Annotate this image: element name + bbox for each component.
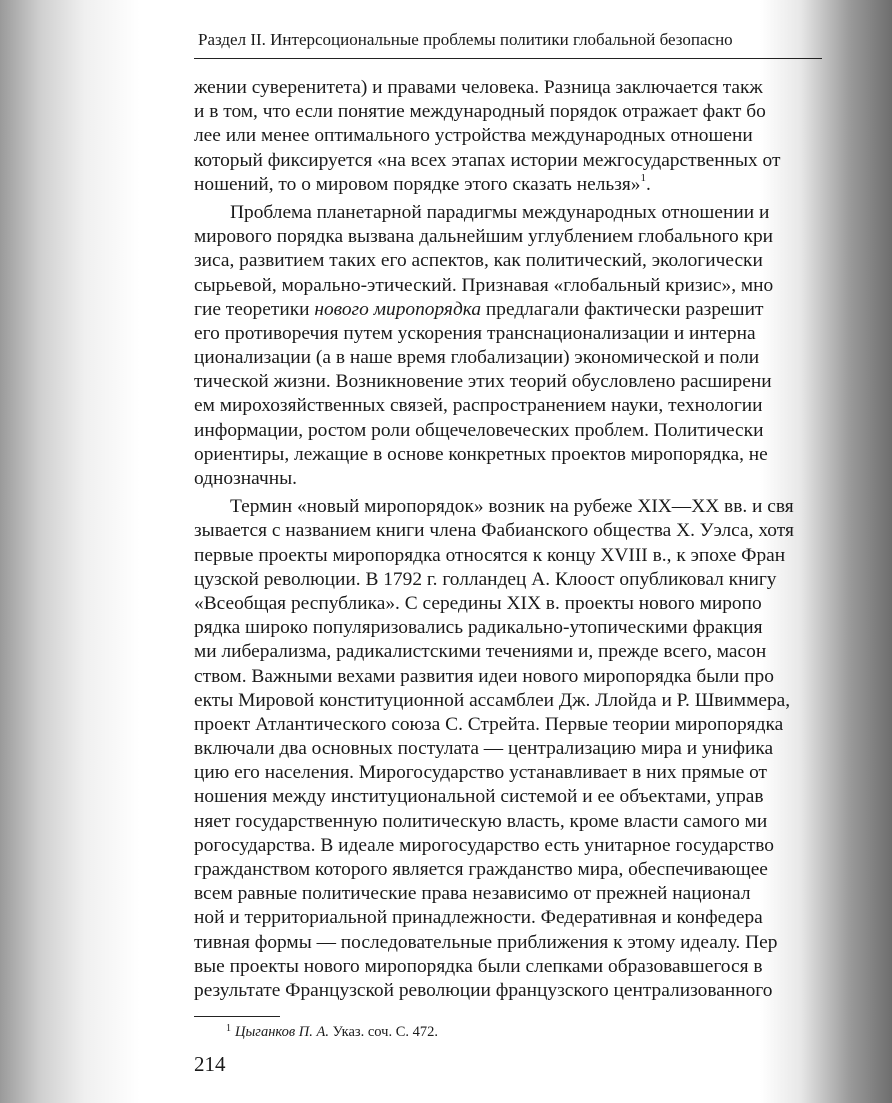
text-line: няет государственную политическую власть, кроме власти самого ми	[194, 810, 768, 832]
footnote-rule	[194, 1016, 280, 1017]
text-line: его противоречия путем ускорения транснационализации и интерна	[194, 322, 756, 344]
text-line: лее или менее оптимального устройства международных отношени	[194, 125, 753, 147]
text-line: цузской революции. В 1792 г. голландец А. Клоост опубликовал книгу	[194, 568, 777, 590]
footnote	[226, 1024, 438, 1041]
header-rule	[194, 58, 822, 59]
paragraph-3	[194, 495, 822, 1003]
text-line: проект Атлантического союза С. Стрейта. Первые теории миропорядка	[194, 713, 784, 735]
text-line: мирового порядка вызвана дальнейшим углублением глобального кри	[194, 226, 774, 248]
text-line: включали два основных постулата — централизацию мира и унифика	[194, 738, 774, 760]
text-line: ношения между институциональной системой и ее объектами, управ	[194, 786, 764, 808]
text-line: ем мирохозяйственных связей, распространением науки, технологии	[194, 395, 763, 417]
running-head: Раздел II. Интерсоциональные проблемы политики глобальной безопасно	[198, 30, 733, 49]
text-line: ционализации (а в наше время глобализации) экономической и поли	[194, 347, 760, 369]
text-line: зывается с названием книги члена Фабианского общества Х. Уэлса, хотя	[194, 520, 794, 542]
text-line: Проблема планетарной парадигмы международных отношении и	[230, 201, 770, 223]
footnote-ref: 1	[640, 172, 646, 185]
text-line: ством. Важными вехами развития идеи нового миропорядка были про	[194, 665, 774, 687]
footnote-number: 1	[226, 1023, 231, 1034]
text-line: екты Мировой конституционной ассамблеи Дж. Ллойда и Р. Швиммера,	[194, 689, 791, 711]
text-line: ми либерализма, радикалистскими течениями и, прежде всего, масон	[194, 641, 767, 663]
text-line: «Всеобщая республика». С середины XIX в. проекты нового миропо	[194, 592, 762, 614]
text-line: рядка широко популяризовались радикально-утопическими фракция	[194, 617, 763, 639]
page-number: 214	[194, 1052, 226, 1076]
text-line: первые проекты миропорядка относятся к концу XVIII в., к эпохе Фран	[194, 544, 786, 566]
text-line-content: ношений, то о мировом порядке этого сказать нельзя»	[194, 173, 641, 195]
text-line: всем равные политические права независимо от прежней национал	[194, 883, 751, 905]
text-line: ношений, то о мировом порядке этого сказать нельзя»$^1$.	[194, 172, 651, 195]
text-line: тивная формы — последовательные приближения к этому идеалу. Пер	[194, 931, 778, 953]
paragraph-2	[194, 201, 822, 491]
text-line: Термин «новый миропорядок» возник на рубеже XIX—XX вв. и свя	[230, 496, 794, 518]
text-line: рогосударства. В идеале мирогосударство есть унитарное государство	[194, 834, 774, 856]
text-line: сырьевой, морально-этический. Признавая «глобальный кризис», мно	[194, 274, 774, 296]
footnote-text: Указ. соч. С. 472.	[332, 1024, 439, 1040]
emphasis: нового миропорядка	[314, 298, 482, 320]
text-line: жении суверенитета) и правами человека. Разница заключается такж	[194, 77, 763, 98]
text-line: тической жизни. Возникновение этих теорий обусловлено расширени	[194, 371, 772, 393]
text-line: ориентиры, лежащие в основе конкретных проектов миропорядка, не	[194, 443, 768, 465]
text-line: гражданством которого является гражданство мира, обеспечивающее	[194, 859, 768, 880]
text-line: вые проекты нового миропорядка были слепками образовавшегося в	[194, 955, 763, 977]
text-line: гие теоретики нового миропорядка предлагали фактически разрешит	[194, 298, 764, 320]
text-line: цию его населения. Мирогосударство устанавливает в них прямые от	[194, 762, 768, 784]
text-line: который фиксируется «на всех этапах истории межгосударственных от	[194, 149, 781, 171]
text-line: ной и территориальной принадлежности. Федеративная и конфедера	[194, 907, 763, 929]
text-line: информации, ростом роли общечеловеческих проблем. Политически	[194, 419, 764, 441]
text-line: однозначны.	[194, 468, 297, 489]
text-line: результате Французской революции французского централизованного	[194, 979, 773, 1001]
body-text	[194, 76, 822, 1003]
paragraph-1	[194, 76, 822, 197]
text-line: зиса, развитием таких его аспектов, как политический, экологически	[194, 250, 763, 272]
text-line: и в том, что если понятие международный порядок отражает факт бо	[194, 101, 766, 123]
footnote-author: Цыганков П. А.	[235, 1024, 329, 1040]
